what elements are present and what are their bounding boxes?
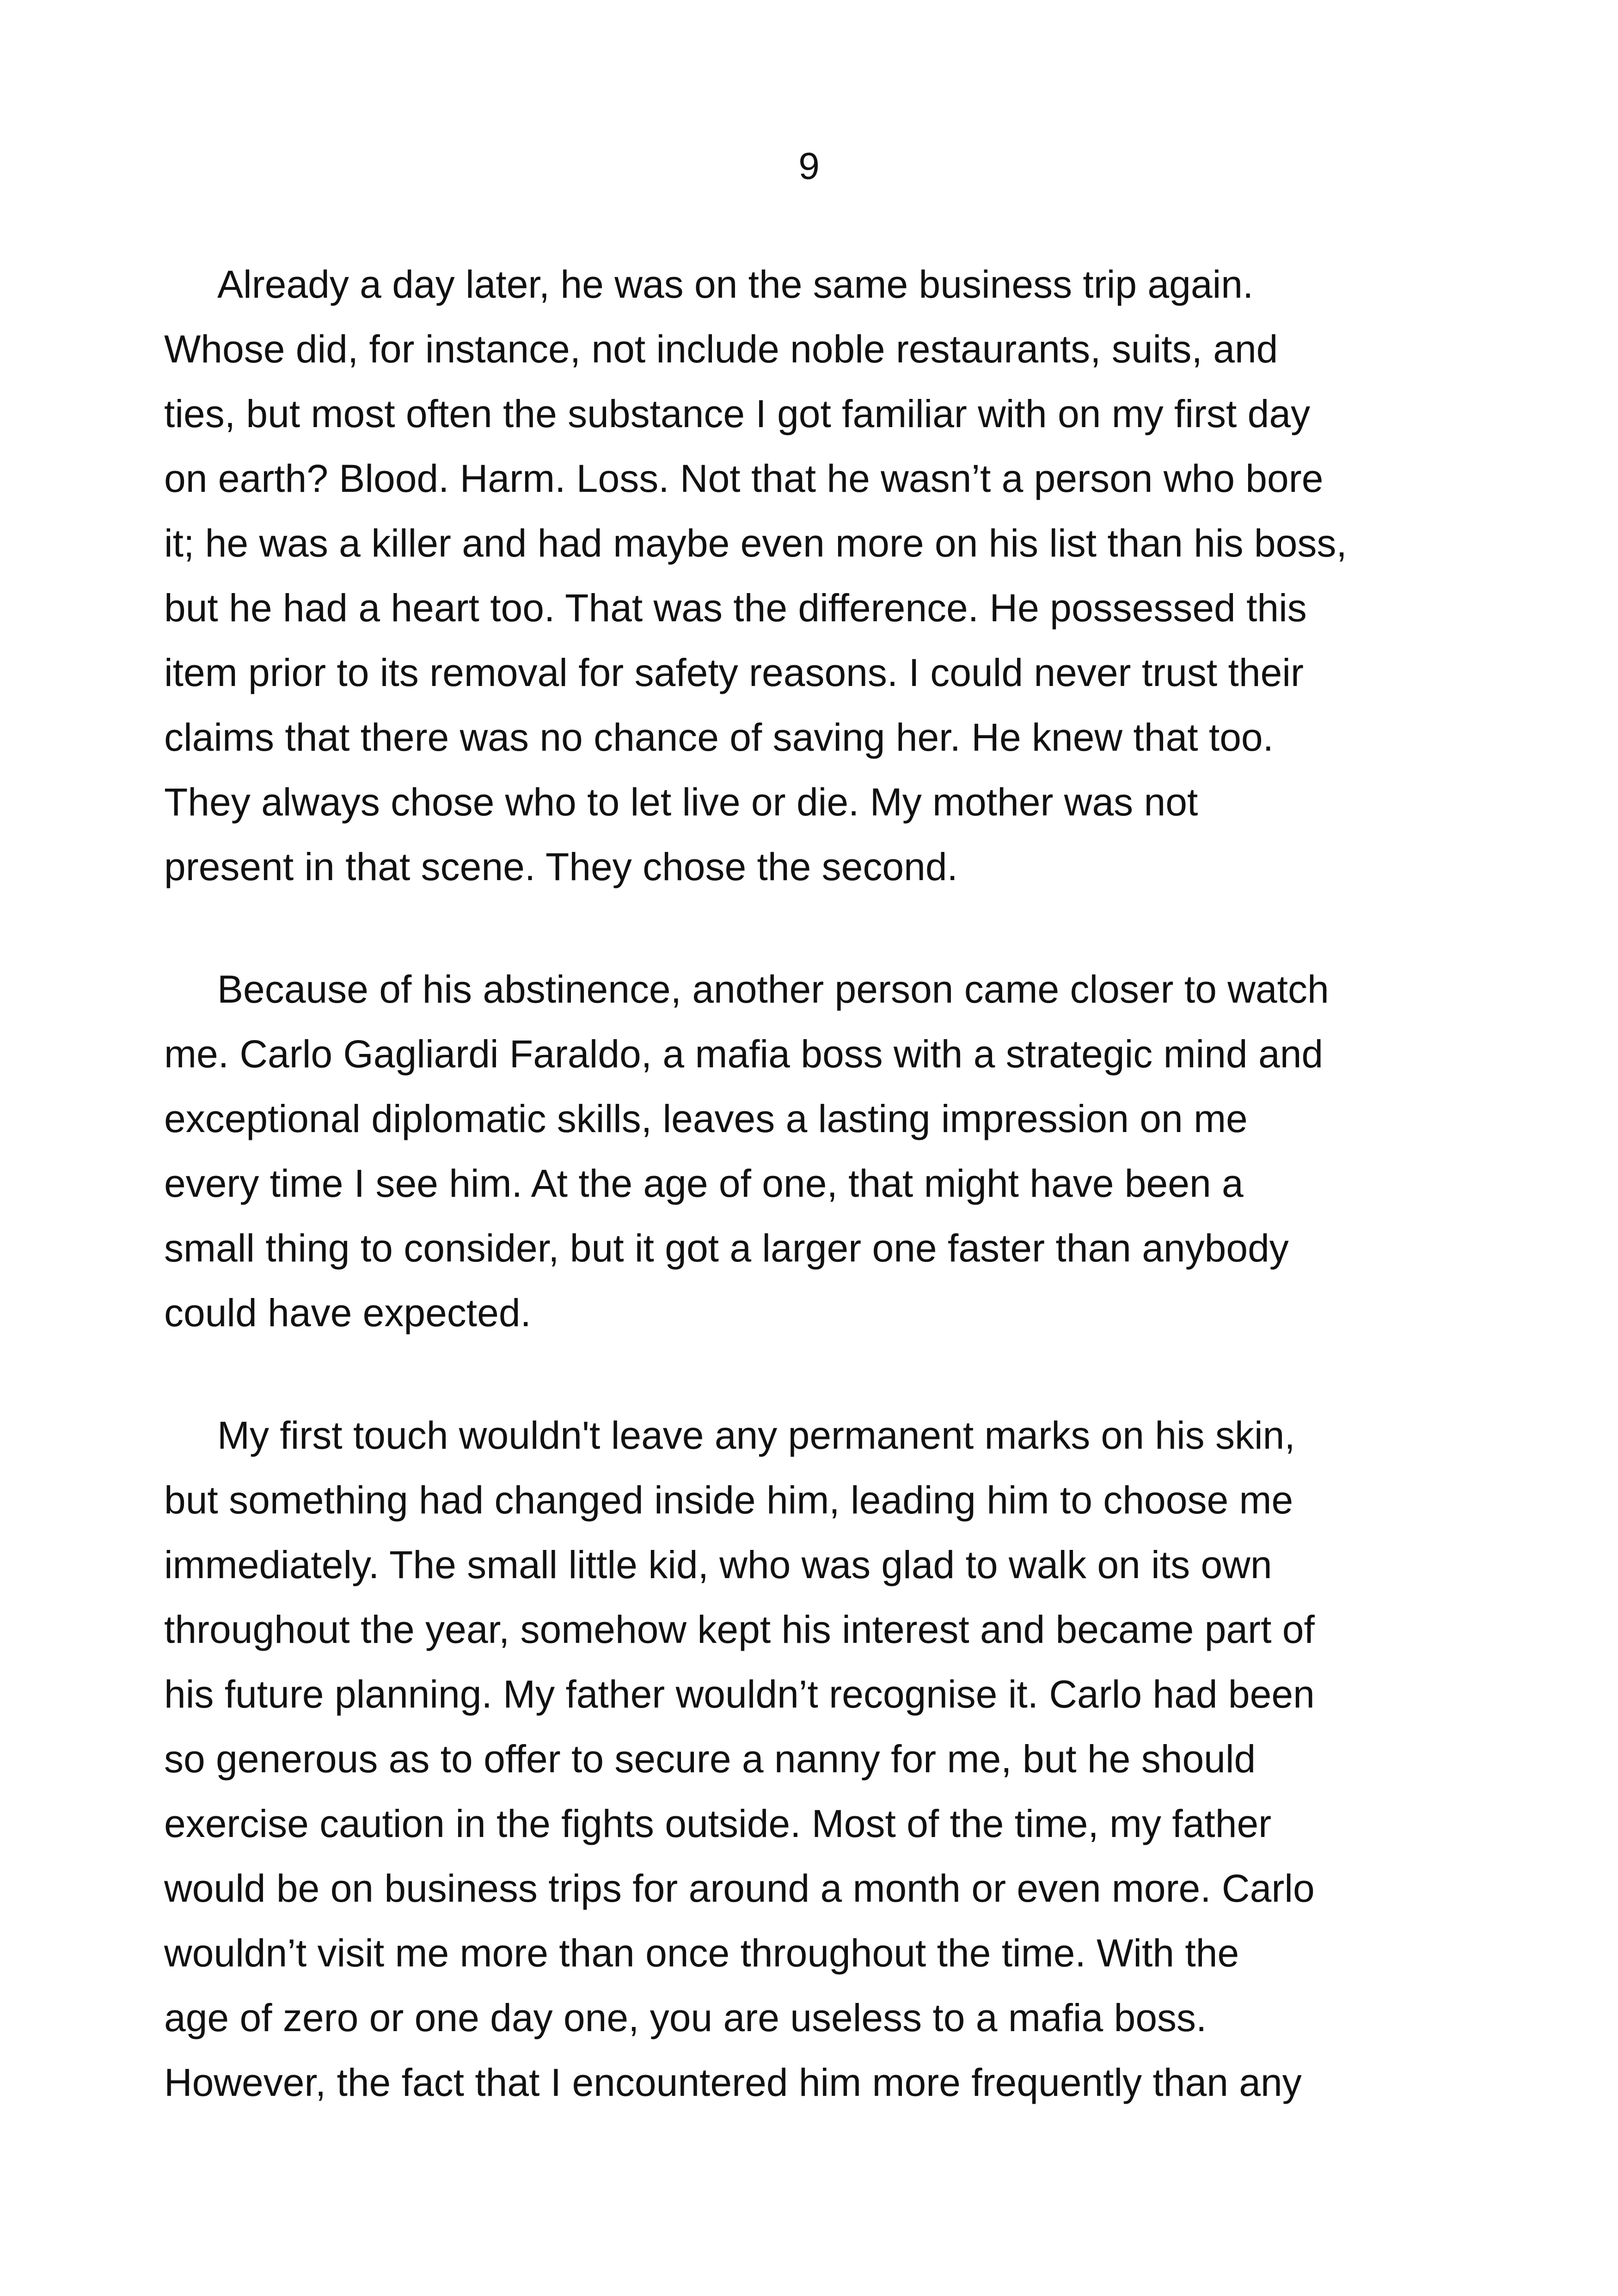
text-line: wouldn’t visit me more than once throughout the time. With the [164,1931,1239,1975]
text-line: but he had a heart too. That was the difference. He possessed this [164,586,1307,630]
text-line: ties, but most often the substance I got familiar with on my first day [164,392,1311,435]
text-line: immediately. The small little kid, who was glad to walk on its own [164,1543,1272,1586]
text-line: exceptional diplomatic skills, leaves a lasting impression on me [164,1097,1248,1140]
text-line: exercise caution in the fights outside. Most of the time, my father [164,1802,1272,1845]
text-line: his future planning. My father wouldn’t recognise it. Carlo had been [164,1672,1315,1716]
text-line: throughout the year, somehow kept his interest and became part of [164,1608,1315,1651]
text-line: Already a day later, he was on the same business trip again. [217,263,1254,306]
text-line: Whose did, for instance, not include noble restaurants, suits, and [164,327,1278,371]
text-line: it; he was a killer and had maybe even more on his list than his boss, [164,521,1347,565]
text-line: They always chose who to let live or die. My mother was not [164,780,1198,824]
paragraph-3 [164,1403,1472,2115]
text-line: However, the fact that I encountered him more frequently than any [164,2061,1302,2104]
text-line: could have expected. [164,1291,531,1335]
text-line: claims that there was no chance of saving her. He knew that too. [164,716,1274,759]
page-number: 9 [798,145,820,187]
text-line: but something had changed inside him, leading him to choose me [164,1478,1293,1522]
text-line: so generous as to offer to secure a nanny for me, but he should [164,1737,1256,1781]
text-line: every time I see him. At the age of one, that might have been a [164,1162,1244,1205]
body-text [164,252,1472,2173]
text-line: item prior to its removal for safety reasons. I could never trust their [164,651,1304,694]
text-line: My first touch wouldn't leave any permanent marks on his skin, [217,1414,1295,1457]
text-line: me. Carlo Gagliardi Faraldo, a mafia boss with a strategic mind and [164,1032,1324,1076]
text-line: present in that scene. They chose the second. [164,845,958,888]
text-line: age of zero or one day one, you are useless to a mafia boss. [164,1996,1207,2039]
paragraph-1 [164,252,1472,899]
paragraph-2 [164,957,1472,1345]
text-line: Because of his abstinence, another person came closer to watch [217,967,1329,1011]
text-line: on earth? Blood. Harm. Loss. Not that he wasn’t a person who bore [164,457,1324,500]
text-line: would be on business trips for around a month or even more. Carlo [164,1867,1315,1910]
text-line: small thing to consider, but it got a larger one faster than anybody [164,1226,1289,1270]
